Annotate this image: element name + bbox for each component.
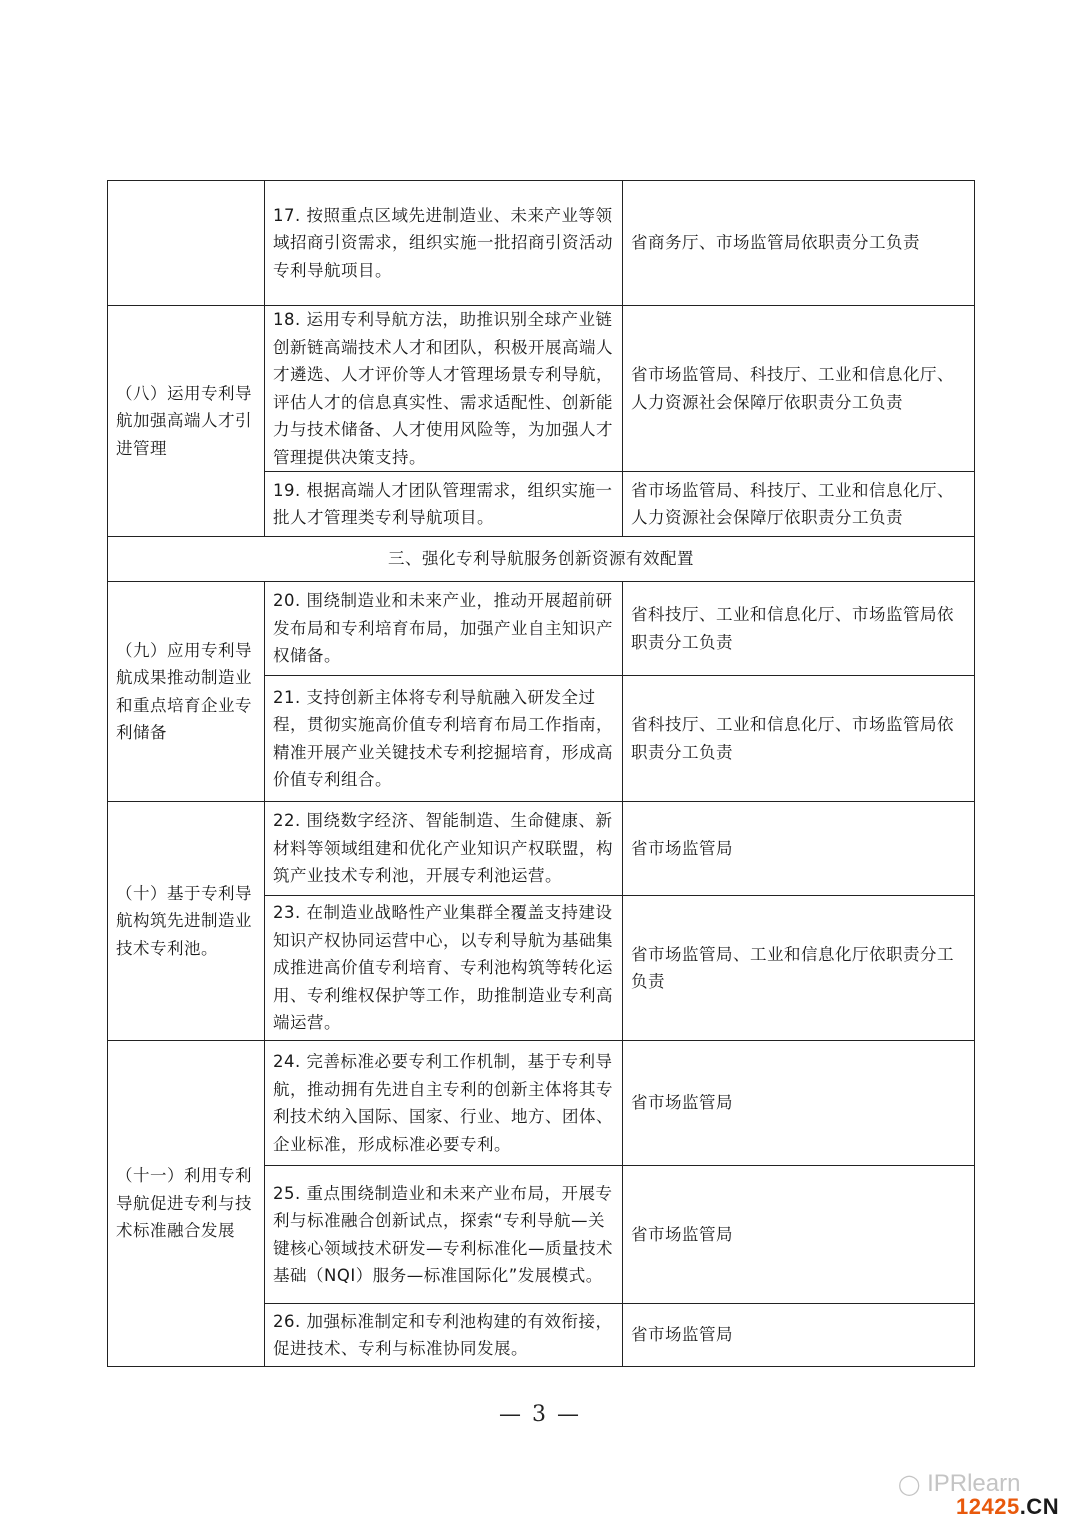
category-cell-empty — [108, 181, 265, 306]
responsibility-cell: 省市场监管局、工业和信息化厅依职责分工负责 — [623, 896, 975, 1041]
task-cell: 21. 支持创新主体将专利导航融入研发全过程，贯彻实施高价值专利培育布局工作指南，精准开展产业关键技术专利挖掘培育，形成高价值专利组合。 — [265, 676, 623, 802]
responsibility-cell: 省市场监管局 — [623, 1041, 975, 1166]
watermark-brand-text: IPRlearn — [927, 1470, 1021, 1497]
responsibility-cell: 省市场监管局、科技厅、工业和信息化厅、人力资源社会保障厅依职责分工负责 — [623, 306, 975, 472]
page-number: — 3 — — [499, 1402, 581, 1427]
task-table — [107, 180, 975, 1367]
table-row — [108, 306, 975, 472]
task-cell: 22. 围绕数字经济、智能制造、生命健康、新材料等领域组建和优化产业知识产权联盟，构筑产业技术专利池，开展专利池运营。 — [265, 802, 623, 896]
task-cell: 20. 围绕制造业和未来产业，推动开展超前研发布局和专利培育布局，加强产业自主知识产权储备。 — [265, 582, 623, 676]
category-cell: （十）基于专利导航构筑先进制造业技术专利池。 — [108, 802, 265, 1041]
responsibility-cell: 省商务厅、市场监管局依职责分工负责 — [623, 181, 975, 306]
task-cell: 17. 按照重点区域先进制造业、未来产业等领域招商引资需求，组织实施一批招商引资活动专利导航项目。 — [265, 181, 623, 306]
table-row — [108, 1041, 975, 1166]
responsibility-cell: 省市场监管局 — [623, 1304, 975, 1367]
category-cell: （九）应用专利导航成果推动制造业和重点培育企业专利储备 — [108, 582, 265, 802]
category-cell: （十一）利用专利导航促进专利与技术标准融合发展 — [108, 1041, 265, 1367]
category-cell: （八）运用专利导航加强高端人才引进管理 — [108, 306, 265, 537]
table-row — [108, 802, 975, 896]
task-cell: 24. 完善标准必要专利工作机制，基于专利导航，推动拥有先进自主专利的创新主体将其专利技术纳入国际、国家、行业、地方、团体、企业标准，形成标准必要专利。 — [265, 1041, 623, 1166]
responsibility-cell: 省市场监管局 — [623, 1166, 975, 1304]
watermark-site — [956, 1494, 1059, 1520]
responsibility-cell: 省市场监管局、科技厅、工业和信息化厅、人力资源社会保障厅依职责分工负责 — [623, 472, 975, 537]
section-row — [108, 537, 975, 582]
task-cell: 18. 运用专利导航方法，助推识别全球产业链创新链高端技术人才和团队，积极开展高端人才遴选、人才评价等人才管理场景专利导航，评估人才的信息真实性、需求适配性、创新能力与技术储备、人才使用风险等，为加强人才管理提供决策支持。 — [265, 306, 623, 472]
watermark-site-number: 12425 — [956, 1494, 1020, 1519]
wechat-icon: ◯ — [898, 1474, 921, 1496]
responsibility-cell: 省市场监管局 — [623, 802, 975, 896]
responsibility-cell: 省科技厅、工业和信息化厅、市场监管局依职责分工负责 — [623, 582, 975, 676]
responsibility-cell: 省科技厅、工业和信息化厅、市场监管局依职责分工负责 — [623, 676, 975, 802]
task-cell: 19. 根据高端人才团队管理需求，组织实施一批人才管理类专利导航项目。 — [265, 472, 623, 537]
table-row — [108, 582, 975, 676]
task-cell: 23. 在制造业战略性产业集群全覆盖支持建设知识产权协同运营中心，以专利导航为基础集成推进高价值专利培育、专利池构筑等转化运用、专利维权保护等工作，助推制造业专利高端运营。 — [265, 896, 623, 1041]
section-heading: 三、强化专利导航服务创新资源有效配置 — [108, 537, 975, 582]
table-row — [108, 181, 975, 306]
watermark-site-domain: .CN — [1019, 1494, 1060, 1519]
task-cell: 25. 重点围绕制造业和未来产业布局，开展专利与标准融合创新试点，探索“专利导航—关键核心领域技术研发—专利标准化—质量技术基础（NQI）服务—标准国际化”发展模式。 — [265, 1166, 623, 1304]
task-cell: 26. 加强标准制定和专利池构建的有效衔接，促进技术、专利与标准协同发展。 — [265, 1304, 623, 1367]
